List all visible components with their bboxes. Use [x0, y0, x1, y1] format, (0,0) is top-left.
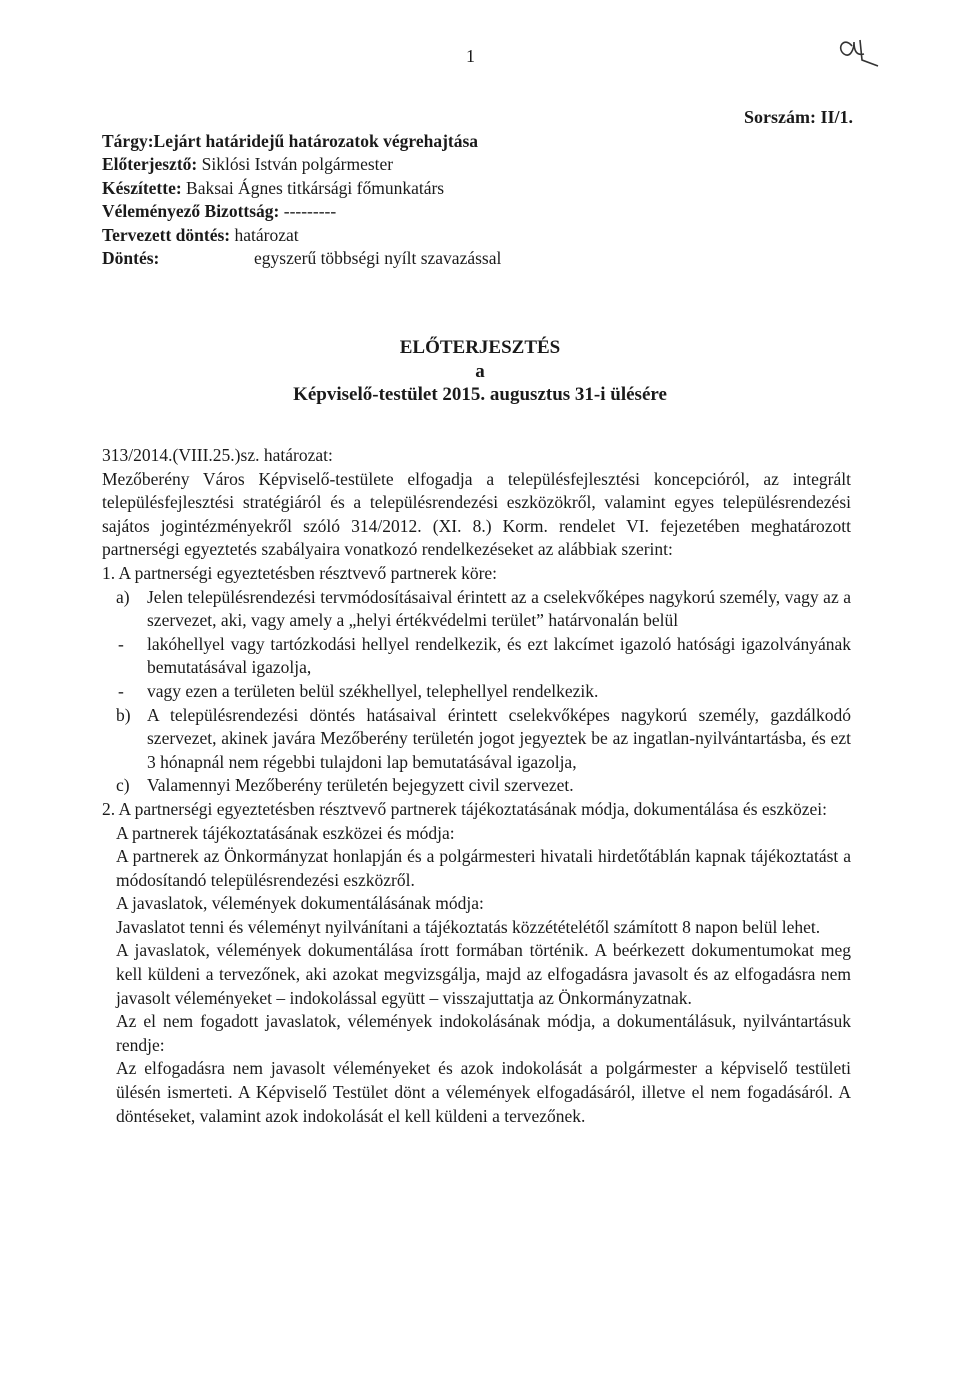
- dash-item-2: [102, 680, 851, 704]
- dash-item-text: lakóhellyel vagy tartózkodási hellyel rendelkezik, és ezt lakcímet igazoló hatósági igazolványának bemutatásával igazolja,: [147, 633, 851, 678]
- heading-title: ELŐTERJESZTÉS: [399, 337, 561, 358]
- list-item-c: [102, 774, 851, 798]
- meta-label: Döntés:: [102, 247, 160, 268]
- meta-label: Tárgy:: [102, 131, 154, 151]
- paragraph-written-form: A javaslatok, vélemények dokumentálása írott formában történik. A beérkezett dokumentumokat meg kell küldeni a tervezőnek, aki azokat megvizsgálja, majd az elfogadásra javasolt és az elfogadásra nem javasolt véleményeket – indokolással együtt – visszajuttatja az Önkormányzatnak.: [116, 940, 851, 1008]
- meta-value: ---------: [279, 201, 337, 222]
- meta-label: Készítette:: [102, 177, 182, 198]
- paragraph-documentation-method: A javaslatok, vélemények dokumentálásának módja:: [116, 893, 484, 914]
- meta-value: Siklósi István polgármester: [197, 154, 394, 175]
- meta-value: Lejárt határidejű határozatok végrehajtása: [153, 131, 479, 151]
- meta-value: határozat: [230, 224, 299, 245]
- document-meta: [102, 130, 842, 270]
- serial-number: Sorszám: II/1.: [744, 107, 853, 127]
- intro-paragraph: Mezőberény Város Képviselő-testülete elfogadja a településfejlesztési koncepcióról, az integrált településfejlesztési stratégiáról és a településrendezési eszközökről, valamint egyes településrendezési sajátos jogintézményekről szóló 314/2012. (XI. 8.) Korm. rendelet VI. fejezetében meghatározott partnerségi egyeztetés szabályaira vonatkozó rendelkezéseket az alábbiak szerint:: [102, 468, 851, 560]
- paragraph-rejected-reasoning: Az el nem fogadott javaslatok, vélemények indokolásának módja, a dokumentálásuk, nyilvántartásuk rendje:: [116, 1011, 851, 1055]
- heading-article: a: [475, 361, 485, 382]
- list-item-text: Valamennyi Mezőberény területén bejegyzett civil szervezet.: [147, 775, 574, 796]
- meta-label: Tervezett döntés:: [102, 224, 231, 245]
- handwritten-a-icon: [834, 26, 884, 70]
- meta-planned-decision: [102, 224, 842, 247]
- meta-presenter: [102, 153, 842, 176]
- handwritten-mark: [834, 26, 884, 70]
- paragraph-council-decision: Az elfogadásra nem javasolt véleményeket és azok indokolását a polgármester a képviselő testületi ülésén ismerteti. A Képviselő Testület dönt a vélemények elfogadásáról, illetve el nem fogadásáról. A döntéseket, valamint azok indokolását el kell küldeni a tervezőnek.: [116, 1058, 851, 1126]
- document-body: [102, 444, 851, 1128]
- meta-decision: [102, 247, 842, 270]
- dash-item-1: [102, 633, 851, 680]
- meta-label: Előterjesztő:: [102, 154, 198, 175]
- list-marker: b): [116, 704, 131, 725]
- list-marker: c): [116, 775, 130, 796]
- meta-prepared-by: [102, 177, 842, 200]
- meta-label: Véleményező Bizottság:: [102, 201, 280, 222]
- meta-subject: [102, 130, 842, 153]
- paragraph-info-channels: A partnerek az Önkormányzat honlapján és a polgármesteri hivatali hirdetőtáblán kapnak tájékoztatást a módosítandó településrendezési eszközről.: [116, 846, 851, 890]
- list-item-text: Jelen településrendezési tervmódosításaival érintett az a cselekvőképes nagykorú személy, vagy az a szervezet, aki, vagy amely a „helyi értékvédelmi terület” határvonalán belül: [147, 586, 851, 631]
- dash-item-text: vagy ezen a területen belül székhellyel, telephellyel rendelkezik.: [147, 680, 599, 701]
- meta-committee: [102, 200, 842, 223]
- dash-marker: -: [118, 680, 124, 701]
- heading-meeting: Képviselő-testület 2015. augusztus 31-i ülésére: [293, 384, 667, 405]
- section-1-title: 1. A partnerségi egyeztetésben résztvevő partnerek köre:: [102, 562, 498, 583]
- list-marker: a): [116, 586, 130, 607]
- paragraph-info-means: A partnerek tájékoztatásának eszközei és módja:: [116, 822, 455, 843]
- dash-marker: -: [118, 633, 124, 654]
- list-item-a: [102, 586, 851, 633]
- resolution-reference: 313/2014.(VIII.25.)sz. határozat:: [102, 445, 333, 465]
- paragraph-deadline: Javaslatot tenni és véleményt nyilvánítani a tájékoztatás közzétételétől számított 8 napon belül lehet.: [116, 916, 821, 937]
- page-number: 1: [466, 46, 475, 66]
- section-2-title: 2. A partnerségi egyeztetésben résztvevő partnerek tájékoztatásának módja, dokumentálása és eszközei:: [102, 798, 827, 819]
- list-item-b: [102, 704, 851, 775]
- meta-value: egyszerű többségi nyílt szavazással: [254, 247, 502, 268]
- meta-value: Baksai Ágnes titkársági főmunkatárs: [181, 177, 445, 198]
- list-item-text: A településrendezési döntés hatásaival érintett cselekvőképes nagykorú személy, gazdálkodó szervezet, akinek javára Mezőberény területén jogot jegyeztek be az ingatlan-nyilvántartásba, és ezt 3 hónapnál nem régebbi tulajdoni lap bemutatásával igazolja,: [147, 704, 851, 772]
